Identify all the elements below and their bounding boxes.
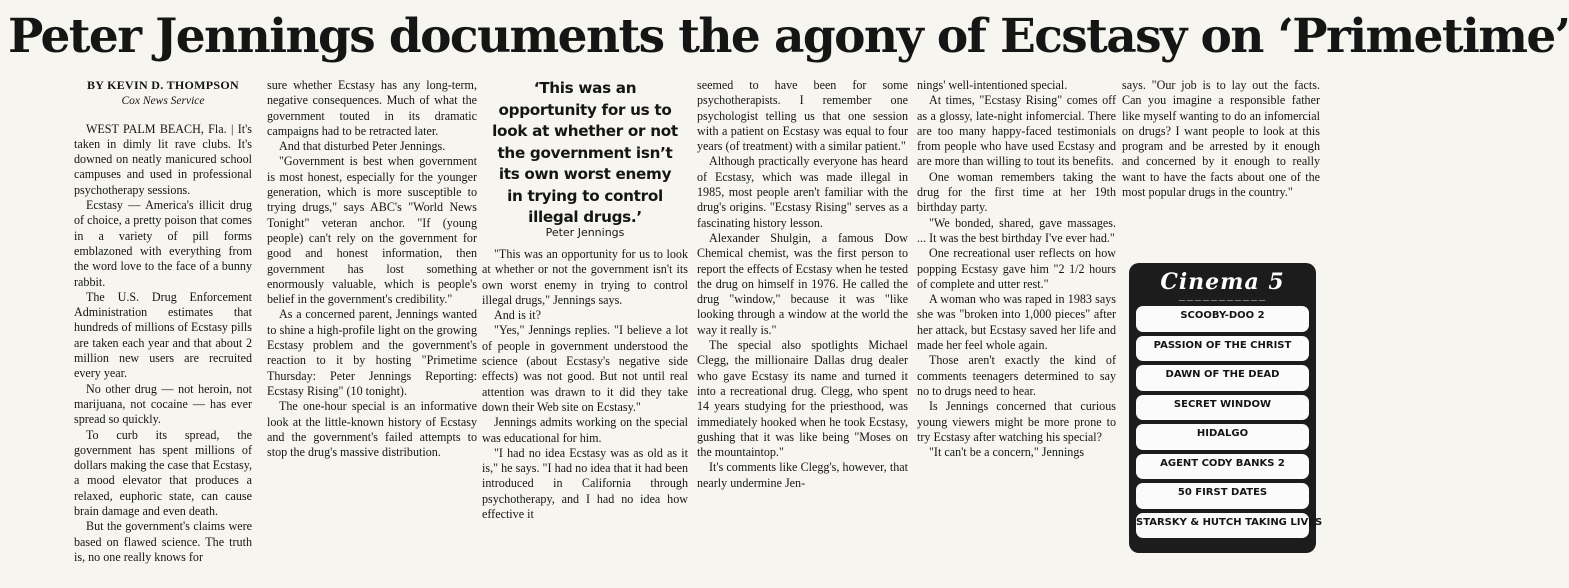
cinema-ad: [1129, 263, 1323, 553]
pull-quote: ‘This was an opportunity for us to look at whether or not the government isn’t its own worst enemy in trying to control illegal drugs.’: [492, 79, 678, 226]
article-paragraph: "We bonded, shared, gave massages. ... It was the best birthday I've ever had.": [917, 215, 1116, 245]
article-paragraph: says. "Our job is to lay out the facts. Can you imagine a responsible father like myself wanting to do an infomercial on drugs? I want people to look at this program and be arrested by it enough and concerned by it enough to really want to have the facts about one of the most popular drugs in the country.": [1122, 78, 1320, 200]
movie-list: [1136, 306, 1323, 538]
movie-listing: [1136, 395, 1309, 421]
article-paragraph: And is it?: [494, 308, 542, 323]
cinema-logo: Cinema 5: [1160, 269, 1285, 295]
movie-title: SECRET WINDOW: [1173, 398, 1272, 410]
movie-title: 50 FIRST DATES: [1177, 487, 1268, 498]
article-paragraph: Jennings admits working on the special was educational for him.: [482, 415, 688, 445]
movie-listing: [1136, 513, 1323, 539]
movie-listing: [1136, 483, 1309, 509]
headline: Peter Jennings documents the agony of Ecstasy on ‘Primetime’: [8, 9, 1569, 64]
article-paragraph: At times, "Ecstasy Rising" comes off as a glossy, late-night infomercial. There are too many happy-faced testimonials from people who have used Ecstasy and are more than willing to tout its benefits.: [917, 93, 1116, 169]
article-column-4: [697, 78, 908, 586]
movie-listing: [1136, 336, 1309, 362]
ad-divider: ———————————: [1178, 296, 1267, 304]
movie-title: DAWN OF THE DEAD: [1165, 369, 1280, 380]
movie-listing: [1136, 306, 1309, 332]
article-paragraph: One recreational user reflects on how popping Ecstasy gave him "2 1/2 hours of complete and utter rest.": [917, 246, 1116, 291]
movie-title: HIDALGO: [1196, 428, 1249, 439]
article-column-2: [267, 78, 477, 586]
article-column-5: [917, 78, 1116, 586]
article-paragraph: Those aren't exactly the kind of comments teenagers determined to say no to drugs need to hear.: [917, 353, 1116, 398]
article-paragraph: The one-hour special is an informative look at the little-known history of Ecstasy and the government's failed attempts to stop the drug's massive distribution.: [267, 399, 477, 460]
article-paragraph: Is Jennings concerned that curious young viewers might be more prone to try Ecstasy after watching his special?: [917, 399, 1116, 444]
movie-listing: [1136, 365, 1309, 391]
movie-title: AGENT CODY BANKS 2: [1160, 457, 1285, 469]
article-paragraph: One woman remembers taking the drug for the first time at her 19th birthday party.: [917, 169, 1116, 215]
article-paragraph: Although practically everyone has heard of Ecstasy, which was made illegal in 1985, most people aren't familiar with the drug's origins. "Ecstasy Rising" serves as a fascinating history lesson.: [697, 154, 908, 230]
article-paragraph: "It can't be a concern," Jennings: [929, 445, 1085, 460]
article-paragraph: To curb its spread, the government has spent millions of dollars making the case that Ecstasy, a mood elevator that produces a relaxed, euphoric state, can cause brain damage and even death.: [74, 427, 252, 519]
movie-title: SCOOBY-DOO 2: [1180, 310, 1265, 321]
article-paragraph: nings' well-intentioned special.: [917, 78, 1068, 92]
article-paragraph: seemed to have been for some psychotherapists. I remember one psychologist telling us that one session with a patient on Ecstasy was equal to four years (of treatment) with a similar patient.": [697, 78, 908, 154]
article-paragraph: No other drug — not heroin, not marijuana, not cocaine — has ever spread so quickly.: [74, 381, 252, 427]
article-column-6: [1122, 78, 1320, 248]
byline: BY KEVIN D. THOMPSON: [86, 78, 239, 92]
news-service: Cox News Service: [121, 95, 205, 108]
movie-title: PASSION OF THE CHRIST: [1153, 339, 1292, 351]
movie-listing: [1136, 424, 1309, 450]
article-paragraph: And that disturbed Peter Jennings.: [279, 139, 446, 154]
article-column-3: [482, 247, 688, 586]
article-paragraph: But the government's claims were based on flawed science. The truth is, no one really knows for: [74, 519, 252, 564]
article-paragraph: The special also spotlights Michael Clegg, the millionaire Dallas drug dealer who gave Ecstasy its name and turned it into a recreational drug. Clegg, who spent 14 years studying for the priesthood, was immediately hooked when he took Ecstasy, gushing that it was like being "Moses on the mountaintop.": [697, 338, 908, 460]
pull-quote-attribution: Peter Jennings: [545, 226, 625, 239]
movie-listing: [1136, 454, 1309, 480]
movie-title: STARSKY & HUTCH TAKING LIVES: [1136, 516, 1323, 528]
article-paragraph: The U.S. Drug Enforcement Administration estimates that hundreds of millions of Ecstasy pills are taken each year and that about 2 million new users are recruited every year.: [74, 289, 252, 381]
article-paragraph: WEST PALM BEACH, Fla. | It's taken in dimly lit rave clubs. It's downed on neatly manicured school campuses and used in professional psychotherapy sessions.: [74, 121, 252, 197]
article-paragraph: A woman who was raped in 1983 says she was "broken into 1,000 pieces" after her attack, but Ecstasy saved her life and made her feel whole again.: [917, 292, 1116, 353]
article-paragraph: Alexander Shulgin, a famous Dow Chemical chemist, was the first person to report the effects of Ecstasy when he tested the drug on himself in 1976. He called the drug "window," because it was "like looking through a window at the world the way it really is.": [697, 230, 908, 337]
article-column-1: [74, 78, 252, 586]
article-paragraph: Ecstasy — America's illicit drug of choice, a pretty poison that comes in a variety of pill forms emblazoned with everything from the word love to the face of a bunny rabbit.: [74, 198, 252, 289]
article-paragraph: As a concerned parent, Jennings wanted to shine a high-profile light on the growing Ecstasy problem and the government's reaction to it by hosting "Primetime Thursday: Peter Jennings Reporting: Ecstasy Rising" (10 tonight).: [267, 307, 477, 398]
article-paragraph: It's comments like Clegg's, however, that nearly undermine Jen-: [697, 460, 908, 490]
article-paragraph: sure whether Ecstasy has any long-term, negative consequences. Much of what the government touted in its dramatic campaigns had to be retracted later.: [267, 78, 477, 138]
article-paragraph: "I had no idea Ecstasy was as old as it is," he says. "I had no idea that it had been introduced in California through psychotherapy, and I had no idea how effective it: [482, 445, 688, 522]
article-paragraph: "Government is best when government is most honest, especially for the younger generation, which is more susceptible to trying drugs," says ABC's "World News Tonight" veteran anchor. "If (young people) can't rely on the government for good and honest information, then government has lost something enormously valuable, which is people's belief in the government's credibility.": [267, 154, 477, 307]
article-paragraph: "Yes," Jennings replies. "I believe a lot of people in government understood the science (about Ecstasy's negative side effects) was not good. But not until real attention was drawn to it did they take down their Web site on Ecstasy.": [482, 323, 688, 414]
article-paragraph: "This was an opportunity for us to look at whether or not the government isn't its own worst enemy in trying to control illegal drugs," Jennings says.: [482, 247, 688, 307]
